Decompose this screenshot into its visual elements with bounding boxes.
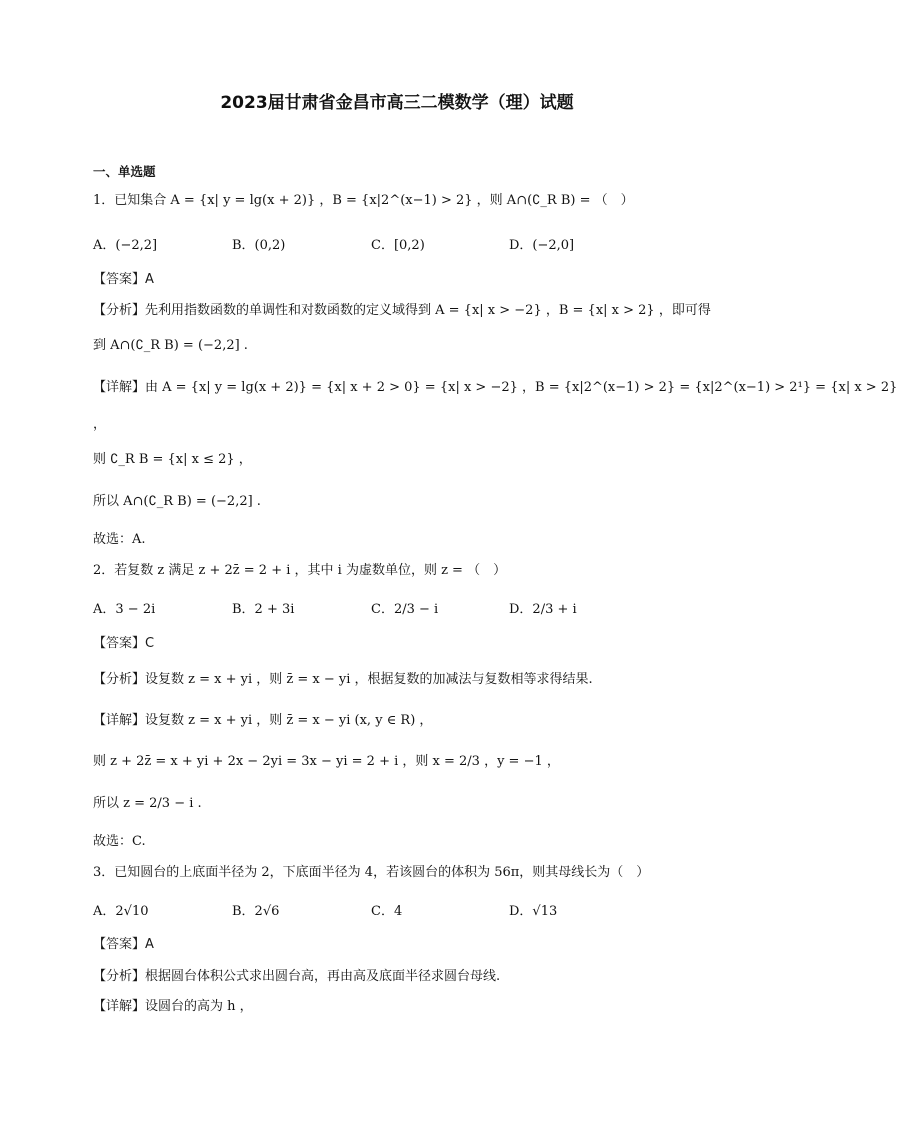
question-3-options (93, 900, 713, 920)
section-heading: 一、单选题 (93, 164, 156, 179)
option-b: B．2√6 (232, 904, 280, 919)
question-2-stem: 2．若复数 z 满足 z + 2z̄ = 2 + i ，其中 i 为虚数单位，则 z = （ ） (93, 563, 507, 578)
option-d: D．(−2,0] (509, 238, 575, 253)
option-a: A．(−2,2] (93, 238, 158, 253)
question-3-detail-line-1: 【详解】设圆台的高为 h ， (93, 999, 253, 1014)
question-2-conclusion: 故选：C. (93, 834, 146, 849)
question-2-analysis: 【分析】设复数 z = x + yi ，则 z̄ = x − yi ，根据复数的加减法与复数相等求得结果. (93, 672, 593, 687)
option-a: A．2√10 (93, 904, 149, 919)
option-c: C．4 (371, 904, 403, 919)
question-1-detail-line-3: 则 ∁_R B = {x| x ≤ 2} ， (93, 452, 252, 467)
question-1-conclusion: 故选：A. (93, 532, 146, 547)
question-1-detail-line-2: ， (93, 417, 107, 432)
question-2-detail-line-2: 则 z + 2z̄ = x + yi + 2x − 2yi = 3x − yi = 2 + i ，则 x = 2/3 ，y = −1 ， (93, 754, 560, 769)
question-2-detail-line-1: 【详解】设复数 z = x + yi ，则 z̄ = x − yi (x, y ∈ R) ， (93, 713, 433, 728)
question-3-answer: 【答案】A (93, 937, 154, 952)
question-1-answer: 【答案】A (93, 272, 154, 287)
question-1-analysis-line-1: 【分析】先利用指数函数的单调性和对数函数的定义域得到 A = {x| x > −2} ，B = {x| x > 2} ，即可得 (93, 303, 711, 318)
option-b: B．2 + 3i (232, 602, 295, 617)
question-2-options (93, 598, 713, 618)
question-1-analysis-line-2: 到 A∩(∁_R B) = (−2,2] . (93, 338, 248, 353)
question-2-answer: 【答案】C (93, 636, 155, 651)
question-1-stem: 1．已知集合 A = {x| y = lg(x + 2)} ，B = {x|2^(x−1) > 2} ，则 A∩(∁_R B) = （ ） (93, 193, 634, 208)
question-3-stem: 3．已知圆台的上底面半径为 2，下底面半径为 4，若该圆台的体积为 56π，则其母线长为（ ） (93, 865, 650, 880)
question-1-options (93, 234, 713, 254)
page-title: 2023届甘肃省金昌市高三二模数学（理）试题 (220, 93, 574, 113)
option-c: C．2/3 − i (371, 602, 439, 617)
option-d: D．2/3 + i (509, 602, 577, 617)
question-3-analysis: 【分析】根据圆台体积公式求出圆台高，再由高及底面半径求圆台母线. (93, 969, 501, 984)
question-1-detail-line-4: 所以 A∩(∁_R B) = (−2,2] . (93, 494, 261, 509)
question-1-detail-line-1: 【详解】由 A = {x| y = lg(x + 2)} = {x| x + 2 > 0} = {x| x > −2} ，B = {x|2^(x−1) > 2} = {x|2^(x−1) > 2¹} = {x| x > 2} (93, 380, 897, 395)
option-d: D．√13 (509, 904, 558, 919)
option-a: A．3 − 2i (93, 602, 156, 617)
option-c: C．[0,2) (371, 238, 425, 253)
question-2-detail-line-3: 所以 z = 2/3 − i . (93, 796, 202, 811)
option-b: B．(0,2) (232, 238, 286, 253)
